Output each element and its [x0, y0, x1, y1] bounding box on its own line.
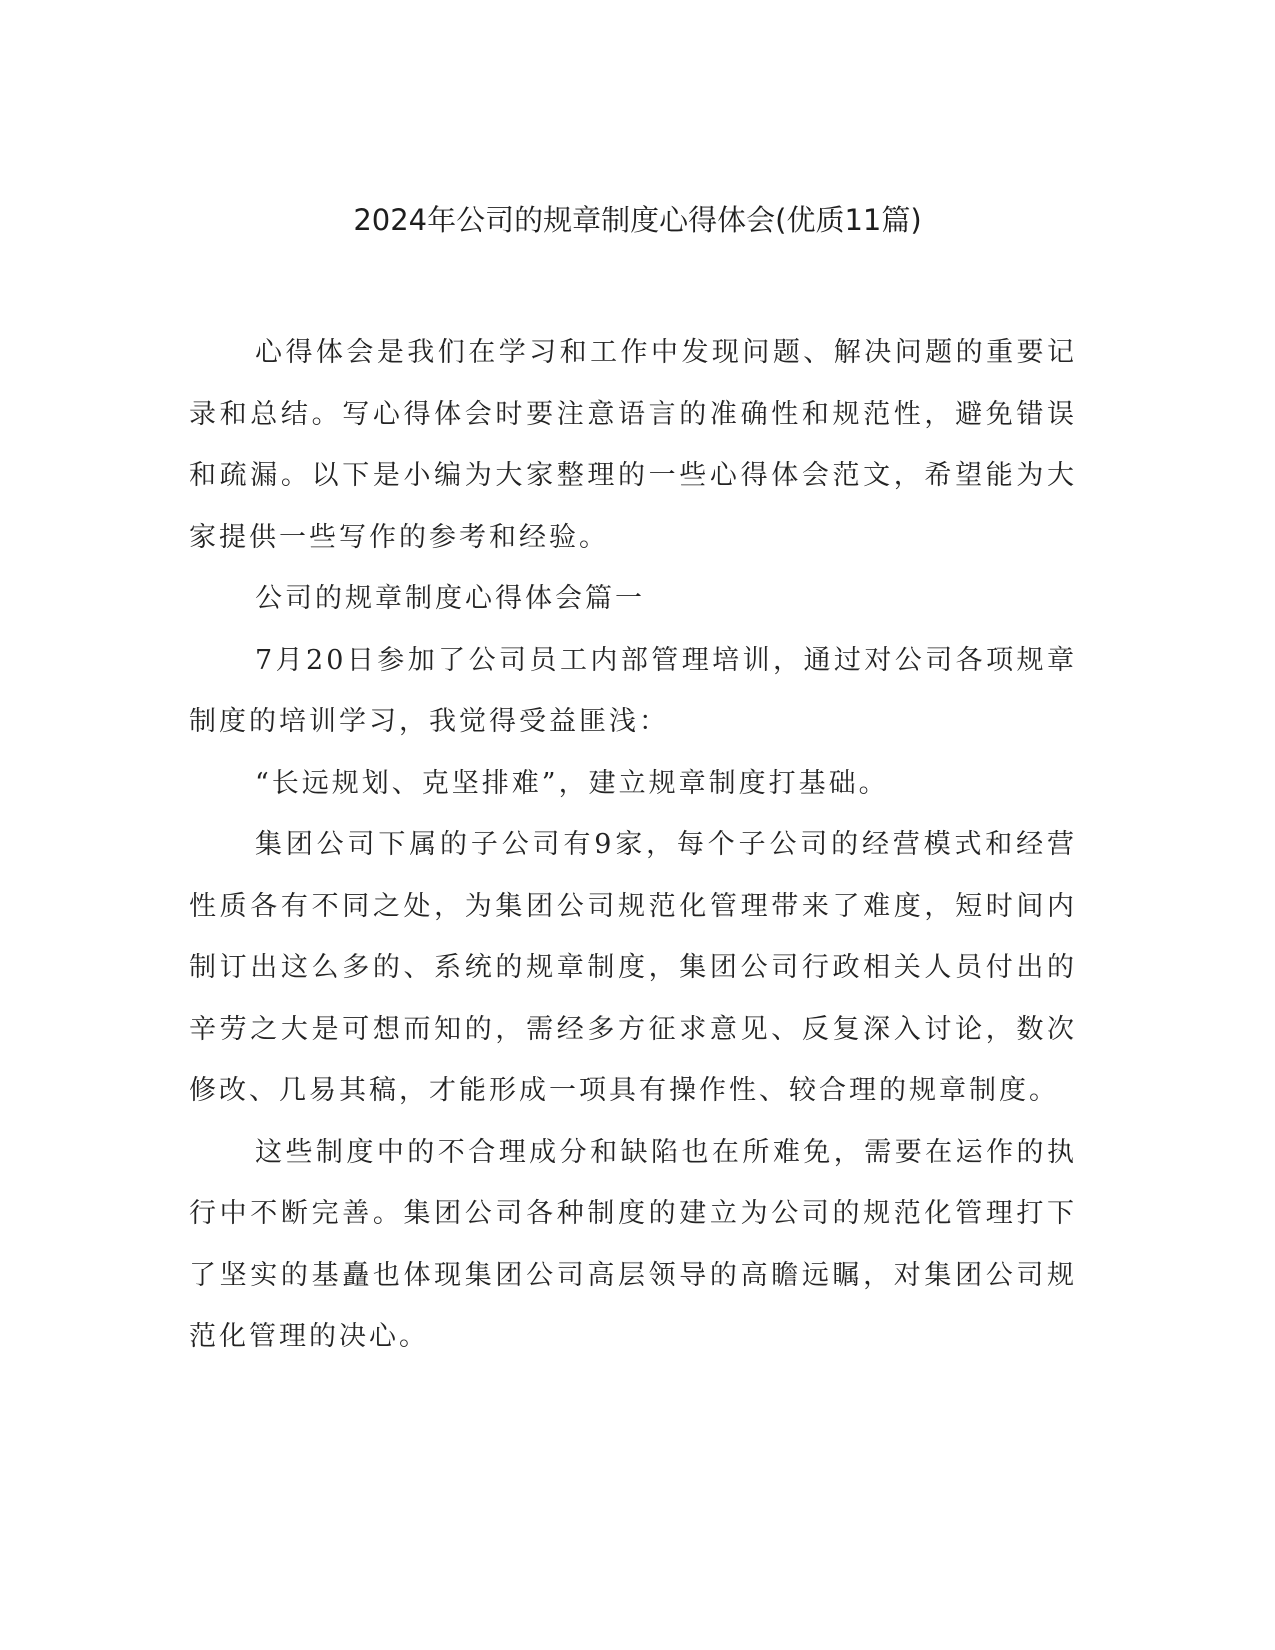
paragraph-subsidiaries: 集团公司下属的子公司有9家，每个子公司的经营模式和经营性质各有不同之处，为集团公司规范化管理带来了难度，短时间内制订出这么多的、系统的规章制度，集团公司行政相关人员付出的辛劳之大是可想而知的，需经多方征求意见、反复深入讨论，数次修改、几易其稿，才能形成一项具有操作性、较合理的规章制度。 [189, 829, 1077, 1106]
paragraph-intro: 心得体会是我们在学习和工作中发现问题、解决问题的重要记录和总结。写心得体会时要注意语言的准确性和规范性，避免错误和疏漏。以下是小编为大家整理的一些心得体会范文，希望能为大家提供一些写作的参考和经验。 [189, 337, 1077, 553]
paragraph-improvement: 这些制度中的不合理成分和缺陷也在所难免，需要在运作的执行中不断完善。集团公司各种制度的建立为公司的规范化管理打下了坚实的基矗也体现集团公司高层领导的高瞻远瞩，对集团公司规范化管理的决心。 [189, 1136, 1077, 1352]
section-heading: 公司的规章制度心得体会篇一 [255, 583, 645, 614]
document-title: 2024年公司的规章制度心得体会(优质11篇) [353, 203, 922, 237]
paragraph-training: 7月20日参加了公司员工内部管理培训，通过对公司各项规章制度的培训学习，我觉得受益匪浅： [189, 644, 1077, 737]
paragraph-quote: “长远规划、克坚排难”，建立规章制度打基础。 [255, 767, 889, 799]
document-body [189, 322, 1077, 1368]
